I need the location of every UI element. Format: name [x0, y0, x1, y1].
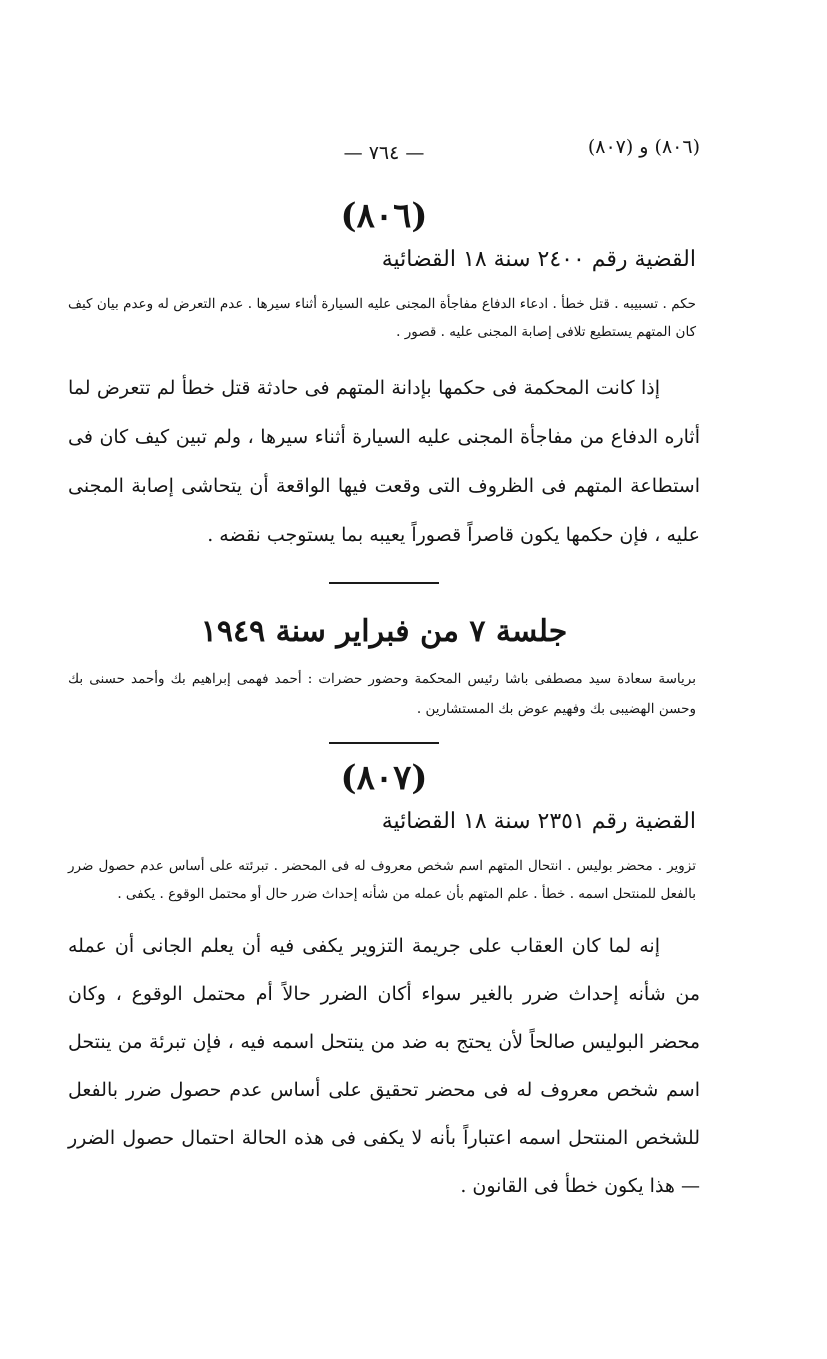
header-case-range: (٨٠٦) و (٨٠٧): [587, 136, 700, 158]
case-807-summary: تزوير . محضر بوليس . انتحال المتهم اسم شخص معروف له فى المحضر . تبرئته على أساس عدم حصول ضرر بالفعل للمنتحل اسمه . خطأ . علم المتهم بأن عمله من شأنه إحداث ضرر حال أو محتمل الوقوع . يكفى .: [68, 858, 696, 902]
case-806-body: [68, 364, 700, 560]
section-divider: [329, 742, 439, 744]
case-806-title: القضية رقم ٢٤٠٠ سنة ١٨ القضائية: [381, 247, 696, 272]
page-header: [68, 128, 700, 168]
header-page-number: — ٧٦٤ —: [343, 142, 425, 164]
case-807-title: القضية رقم ٢٣٥١ سنة ١٨ القضائية: [381, 809, 696, 834]
case-806-section: [68, 192, 700, 560]
case-807-section: [68, 754, 700, 1210]
case-806-body-paragraph: إذا كانت المحكمة فى حكمها بإدانة المتهم فى حادثة قتل خطأ لم تتعرض لما أثاره الدفاع من مفاجأة المجنى عليه السيارة أثناء سيرها ، ولم تبين كيف كان فى استطاعة المتهم فى الظروف التى وقعت فيها الواقعة أن يتحاشى إصابة المجنى عليه ، فإن حكمها يكون قاصراً قصوراً يعيبه بما يستوجب نقضه .: [68, 377, 700, 546]
case-807-body-paragraph: إنه لما كان العقاب على جريمة التزوير يكفى فيه أن يعلم الجانى أن عمله من شأنه إحداث ضرر بالغير سواء أكان الضرر حالاً أم محتمل الوقوع ، وكان محضر البوليس صالحاً لأن يحتج به ضد من ينتحل اسمه فيه ، فإن تبرئة من ينتحل اسم شخص معروف له فى محضر تحقيق على أساس عدم حصول ضرر بالفعل للشخص المنتحل اسمه اعتباراً بأنه لا يكفى فى هذه الحالة احتمال حصول الضرر — هذا يكون خطأ فى القانون .: [68, 935, 700, 1197]
session-members: برياسة سعادة سيد مصطفى باشا رئيس المحكمة وحضور حضرات : أحمد فهمى إبراهيم بك وأحمد حسنى بك وحسن الهضيبى بك وفهيم عوض بك المستشارين .: [68, 671, 696, 717]
session-section: [68, 604, 700, 724]
section-divider: [329, 582, 439, 584]
document-page: [68, 128, 700, 1210]
case-807-body: [68, 922, 700, 1210]
case-807-number: (٨٠٧): [340, 758, 428, 798]
session-title: جلسة ٧ من فبراير سنة ١٩٤٩: [200, 614, 568, 649]
case-806-number: (٨٠٦): [340, 196, 428, 236]
case-806-summary: حكم . تسبيبه . قتل خطأ . ادعاء الدفاع مفاجأة المجنى عليه السيارة أثناء سيرها . عدم التعرض له وعدم بيان كيف كان المتهم يستطيع تلافى إصابة المجنى عليه . قصور .: [68, 296, 696, 340]
